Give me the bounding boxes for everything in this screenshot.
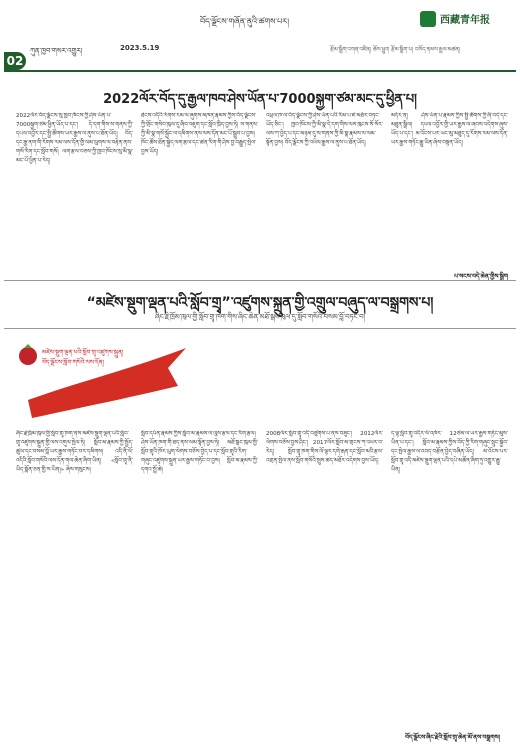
article2-headline: “མཛེས་སྡུག་ལྡན་པའི་སློབ་གྲྭ”་འཛུགས་སྐྲུན་གྱི་འགྲུལ་བཞུད་ལ་བསྒྲགས་པ། bbox=[86, 295, 434, 311]
article2-subhead: ཞིང་རྗེ་ཁྲོམ་ཁུལ་གྱི་སློབ་གྲྭ་ཁག་གིས་ཞིང་ཆེན་མཐོ་སྒང་ཁུལ་དུ་སློབ་གསོའི་བསམ་བློ་བཏང་བ། bbox=[154, 313, 366, 321]
pomegranate-icon bbox=[19, 347, 37, 365]
article2-column: ད་ལྟ་སློབ་གྲྭ་འདིར་ལོ་འཁོར་ 12ཙམ་ལ་ཡར་རྒྱས་གཏོང་མུས་ཡིན་པ་དང་། སློབ་མ་རྣམས་ཀྱིས་བོད་ཀྱི་རིག་གཞུང་སྲུང་སྐྱོབ་དང་སྤེལ་རྒྱས་ལ་འབད་བརྩོན་བྱེད་བཞིན་ཡོད། མ་འོངས་པར་སློབ་གྲྭ་འདི་མཛེས་སྡུག་ལྡན་པའི་དཔེ་མཚོན་ཞིག་ཏུ་འགྱུར་རྒྱུ་ཡིན། bbox=[391, 431, 508, 473]
leaf-icon bbox=[24, 344, 32, 348]
issue-date: 2023.5.19 bbox=[120, 44, 160, 52]
article1-column: 2022ལོར་བོད་ལྗོངས་སུ་ཁྱབ་ཁོངས་ཀྱི་ཤེས་ཡོན་པ་7000སྐྱག་ཙམ་ཕྱིན་ཡོད་པ་དང་། དེ་དག་གིས་ས་གནས་ཀྱི་དཔལ་འབྱོར་དང་སྤྱི་ཚོགས་ཡར་རྒྱས་ལ་ནུས་པ་ཐོན་ཡོད། བོད་དང་རྒྱ་ནག་གི་རོགས་རམ་ལས་དོན་གྱི་ལམ་ལུགས་ལ་བརྟེན་ནས་གསོ་རིག་དང་སློབ་གསོ། ལག་རྩལ་བཅས་ཀྱི་ཁྱབ་ཁོངས་སུ་མི་སྣ་མང་པོ་ཕྱིན་པ་རེད། bbox=[16, 113, 133, 164]
article2-column: ཞིང་རྗེ་ཁྲོམ་ཁུལ་གྱི་སློབ་གྲྭ་ཁག་ནས་མཛེས་སྡུག་ལྡན་པའི་སློབ་གྲྭ་འཛུགས་སྐྲུན་གྱི་ལས་འགུལ་སྤེལ་ཏེ། སློབ་མ་རྣམས་ཀྱི་སྤྱོད་ཚུལ་དང་བསམ་བློ་ཡར་རྒྱས་གཏོང་བར་དམིགས། འདི་ནི་ལོ་འདིའི་སློབ་གསོའི་ལས་དོན་གལ་ཆེན་ཞིག་ཡིན། «སློབ་གྲྭ་ནི་ཡིད་སྨོན་ཅན་གྱི་ས་ཡིན།» ཞེས་གསུངས། bbox=[16, 431, 133, 473]
newspaper-logo bbox=[420, 8, 510, 30]
article1-column: ཐེངས་འདིའི་རོགས་རམ་ལ་ཞུགས་མཁན་རྣམས་ཀྱིས་བོད་ལྗོངས་ཀྱི་གྲོང་གསེབ་ཁུལ་དུ་ཞིབ་འཇུག་དང་སློབ་ཁྲིད་བྱས་ཏེ། ས་གནས་ཀྱི་མི་སྣ་གསོ་སྐྱོང་ལ་དམིགས་ནས་ལས་དོན་མང་པོ་སྒྲུབ་པ་བྱས། ཁོང་ཚོས་ཐོན་སྐྱེད་ལག་རྩལ་དང་ཚན་རིག་གི་ཤེས་བྱ་བརྒྱུད་སྤེལ་བྱས་ཡོད། bbox=[141, 113, 258, 155]
header-rule bbox=[4, 70, 516, 72]
section-divider bbox=[4, 280, 516, 281]
article1-body bbox=[16, 112, 508, 268]
article2-byline: བོད་ལྗོངས་ཞིང་རྗེའི་སློབ་གྲྭ་ཆེན་མོ་ནས་བསྒྲགས། bbox=[405, 734, 500, 741]
article1-column: འཕྲལ་ཁ་ལ་བོད་ལྗོངས་ཀྱི་ཤེས་ཡོན་པའི་རིམ་པ་ཇེ་མཐོར་བཏང་ཡོད་ཅིང་། ཁྱབ་ཁོངས་ཀྱི་མི་སྣ་དེ་དག་གིས་ལས་ཁུངས་སོ་སོར་ལས་ཀ་བྱེད་པ་དང་མཉམ་དུ་ས་གནས་ཀྱི་མི་སྣ་རྣམས་ལ་ལམ་སྟོན་བྱས། བོད་ལྗོངས་ཀྱི་འཕེལ་རྒྱས་ལ་ནུས་པ་ཐོན་ཡོད། bbox=[266, 113, 383, 146]
logo-text: 西藏青年报 bbox=[440, 15, 490, 26]
article2-column: 2008ལོར་སློབ་གྲྭ་འདི་བཙུགས་པ་ནས་བཟུང་། 2012ལོར་ལེགས་བཅོས་བྱས་ཤིང་། 2017ལོར་སློབ་མ་གྲངས་ཀ་འཕར་བ་རེད། སློབ་གྲྭ་ཁག་གིས་ལོ་ལྟར་དགེ་རྒན་དང་སློབ་མའི་རྩལ་འགྲན་སྤེལ་ནས་སློབ་གསོའི་སྤུས་ཚད་མཐོར་འདེགས་བྱས་ཡོད། bbox=[266, 431, 383, 464]
subhead-rule bbox=[4, 328, 516, 329]
article2-body bbox=[16, 430, 508, 728]
page-number: 02 bbox=[4, 52, 26, 70]
masthead-title: བོད་ལྗོངས་གཞོན་ནུའི་ཚགས་པར། bbox=[200, 17, 289, 26]
promo-banner bbox=[18, 342, 188, 420]
editor-credits: རྩོམ་སྒྲིག་འགན་འཛིན། ཆོས་ཕྱུག རྩོམ་སྒྲིག་པ། བསོད་ནམས་རྒྱལ་མཚན། bbox=[330, 47, 461, 53]
article1-headline: 2022ལོར་བོད་དུ་རྒྱལ་ཁབ་ཤེས་ཡོན་པ་7000སྐྱག་ཙམ་མང་དུ་ཕྱིན་པ། bbox=[103, 92, 417, 107]
page-header bbox=[0, 0, 520, 70]
section-label: ཀུན་ཁྱབ་གསར་འགྱུར། bbox=[30, 47, 83, 55]
article1-column: མདོར་ན། ཤེས་ཡོན་པ་རྣམས་ཀྱིས་སྤྱི་ཚོགས་ཀྱི་ཞི་བདེ་དང་མཐུན་སྒྲིལ། དཔལ་འབྱོར་གྱི་ཡར་རྒྱས་ལ་ཞབས་འདེགས་ཞུས་ཡོད་པ་དང་། མ་འོངས་པར་ཡང་མུ་མཐུད་དུ་རོགས་རམ་ལས་དོན་ཡར་རྒྱས་གཏོང་རྒྱུ་ཡིན་ཞེས་བསྟན་ཡོད། bbox=[391, 113, 508, 146]
article2-column: སློབ་དཔོན་རྣམས་ཀྱིས་སློབ་མ་རྣམས་ལ་ལུས་རྩལ་དང་རིག་རྩལ། ཤེས་ཡོན་ཁག་གི་ཐད་ནས་ལམ་སྟོན་བྱས་ཏེ། མཐོ་སྒང་ཁུལ་གྱི་སློབ་གྲྭའི་ཁོར་ཡུག་ལེགས་བཅོས་བྱེད་པ་དང་སློབ་གྲྭའི་རིག་གཞུང་འཛུགས་སྐྲུན་ཡར་རྒྱས་གཏོང་བ་བྱས། སློབ་མ་རྣམས་ཀྱི་དགའ་སྤྲོ་ཆེ། bbox=[141, 431, 258, 473]
article1-byline: པ་སངས་བདེ་ཆེན་གྱིས་སྒྲིག bbox=[454, 273, 508, 280]
banner-line: མཛེས་སྡུག་ལྡན་པའི་སློབ་གྲྭ་འཛུགས་སྐྲུན། bbox=[42, 349, 124, 356]
banner-line: བོད་ལྗོངས་སློབ་གསོའི་ལས་དོན། bbox=[42, 359, 104, 366]
logo-icon bbox=[420, 11, 436, 27]
